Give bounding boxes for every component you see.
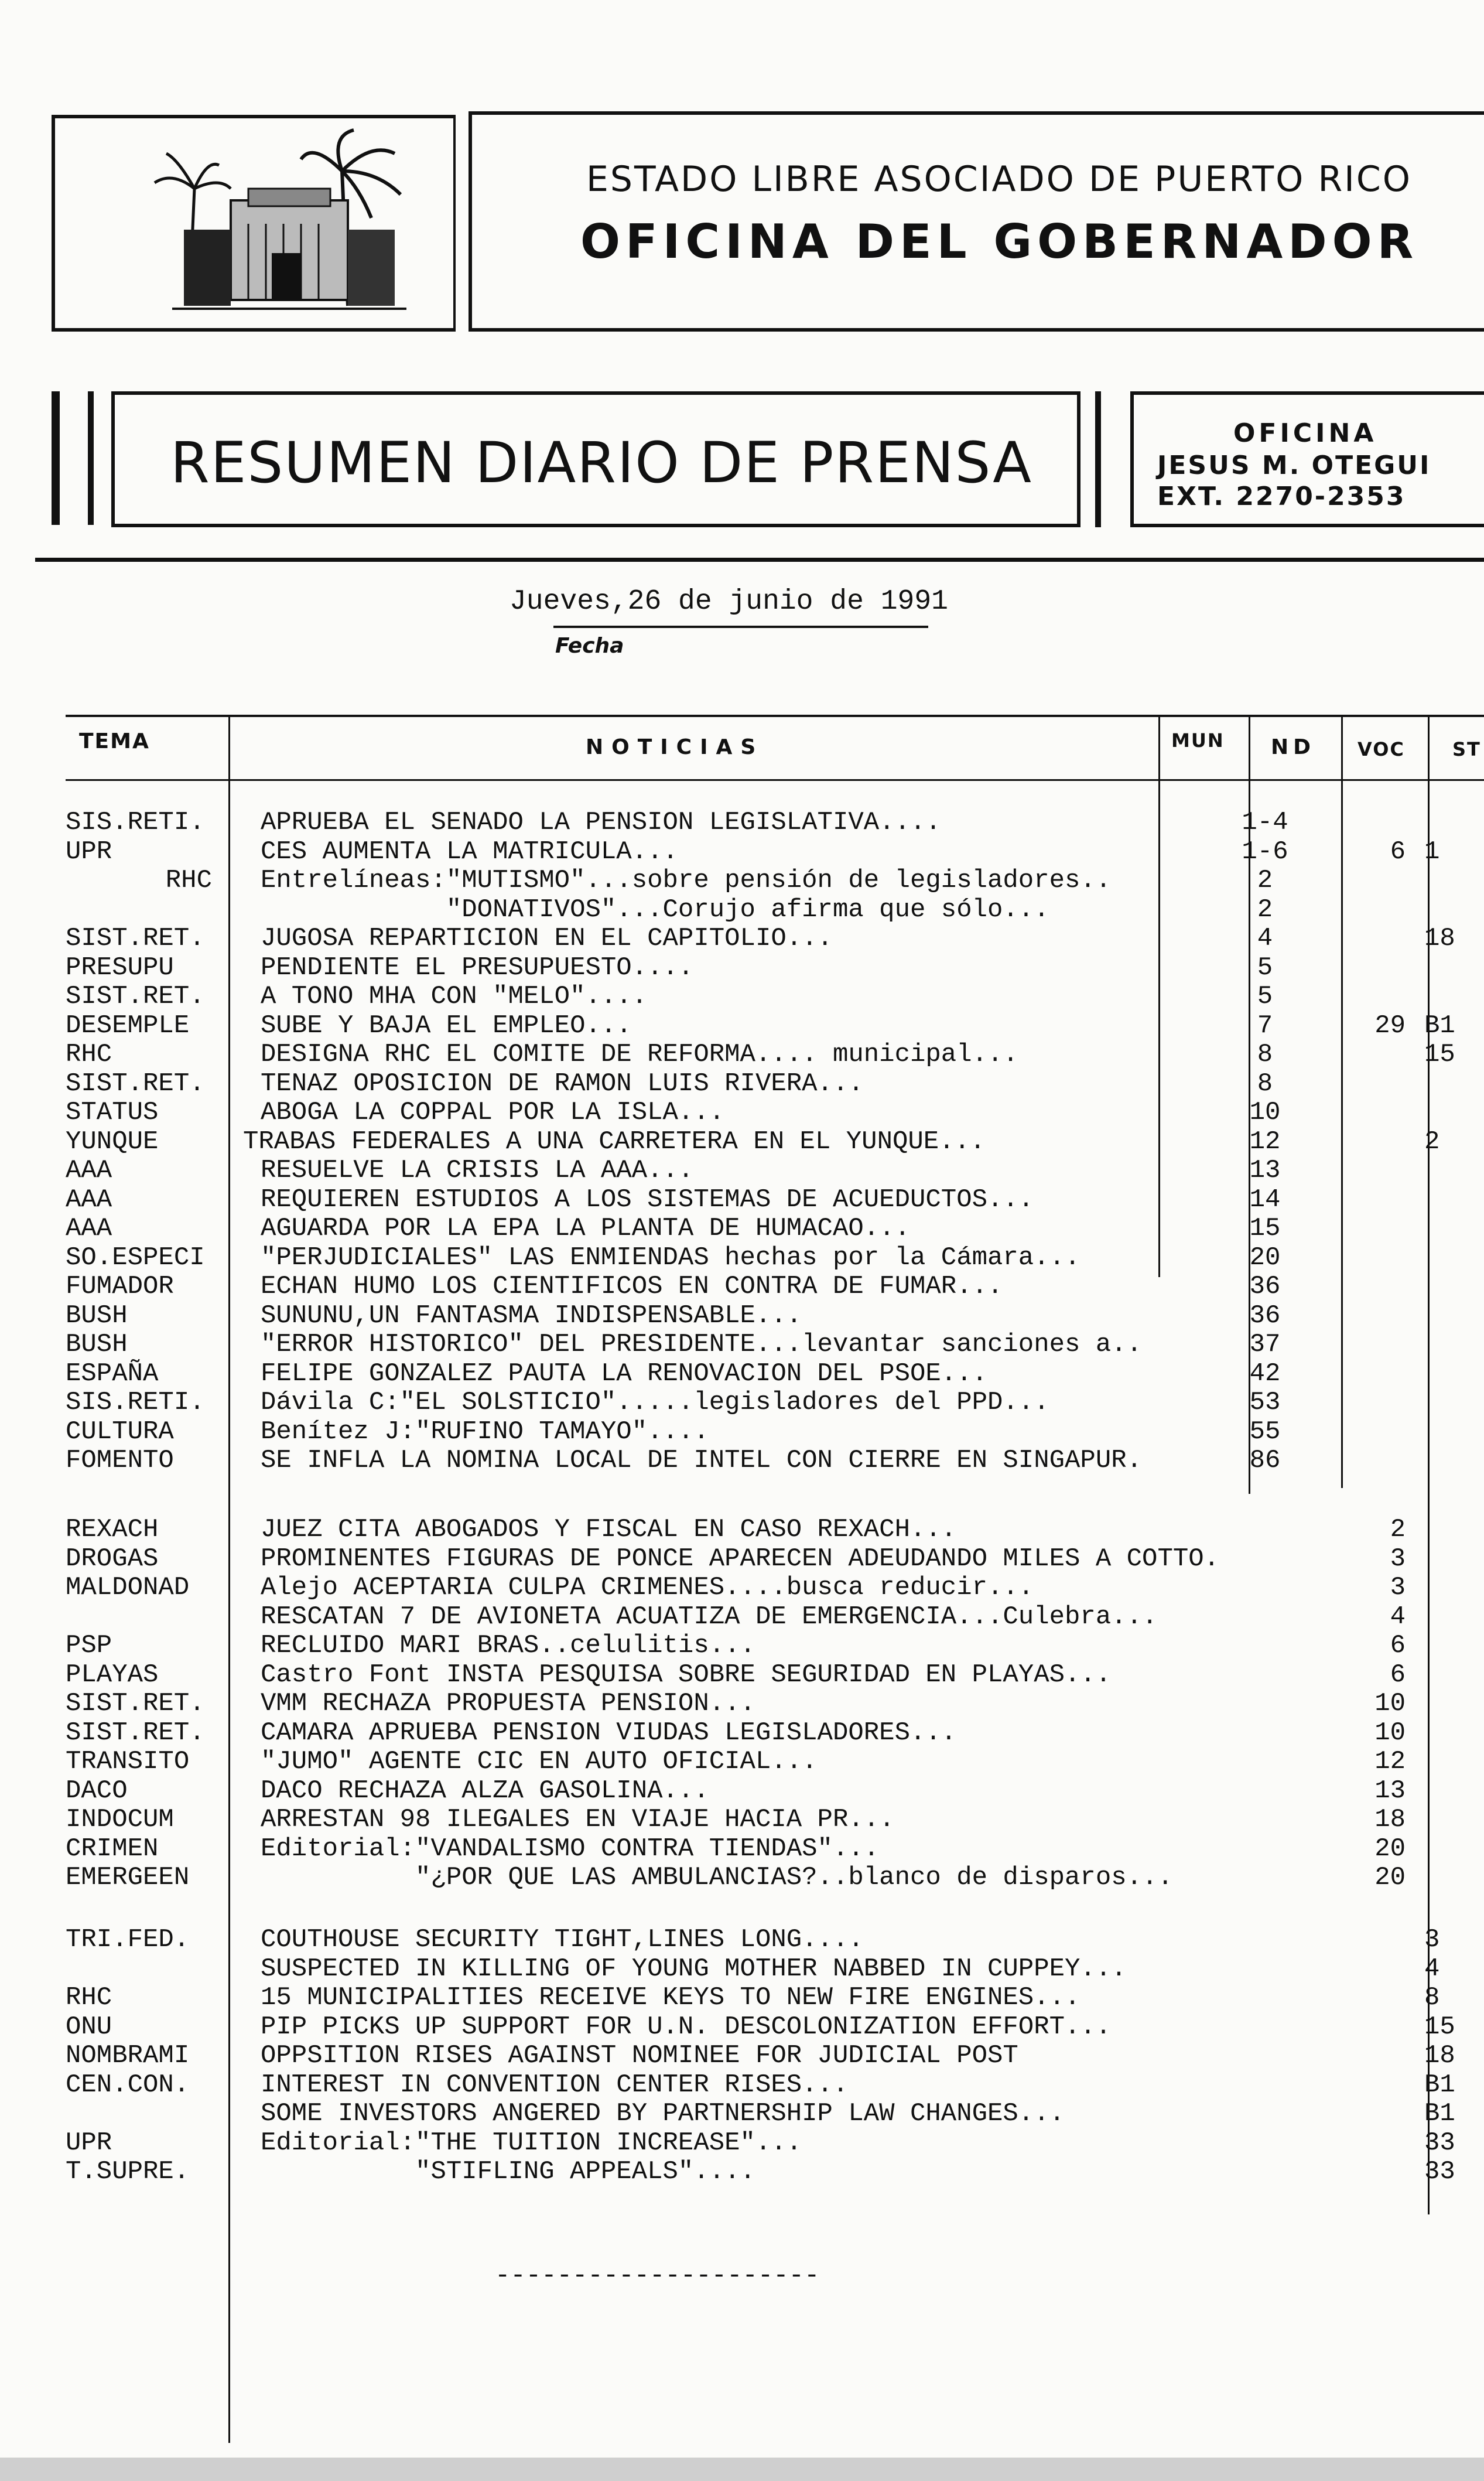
office-ext: EXT. 2270-2353 [1157,482,1406,511]
news-row [0,1574,1484,1602]
row-st: 33 [1424,2157,1455,2186]
row-nd: 5 [1257,982,1273,1011]
row-nd: 14 [1249,1185,1281,1214]
news-row [0,1603,1484,1632]
col-header-nd: ND [1271,735,1316,759]
news-row [0,2071,1484,2100]
news-row [0,924,1484,953]
row-tema: SIST.RET. [66,1718,205,1748]
row-nd: 37 [1249,1330,1281,1359]
row-tema: DROGAS [66,1544,159,1574]
header-rule [35,558,1484,562]
row-noticia: DESIGNA RHC EL COMITE DE REFORMA.... municipal... [261,1040,1018,1069]
row-voc: 3 [1390,1544,1406,1574]
news-row [0,1926,1484,1954]
row-tema: YUNQUE [66,1127,159,1156]
row-noticia: Editorial:"THE TUITION INCREASE"... [261,2128,802,2158]
news-row [0,1244,1484,1272]
row-voc: 18 [1374,1805,1406,1834]
row-voc: 6 [1390,1631,1406,1660]
news-row [0,2158,1484,2186]
row-voc: 2 [1390,1515,1406,1544]
table-top-rule [66,715,1484,717]
row-noticia: Alejo ACEPTARIA CULPA CRIMENES....busca reducir... [261,1573,1034,1602]
row-tema: SIST.RET. [66,982,205,1011]
row-noticia: FELIPE GONZALEZ PAUTA LA RENOVACION DEL PSOE... [261,1359,988,1388]
row-noticia: "DONATIVOS"...Corujo afirma que sólo... [261,895,1049,924]
row-tema: BUSH [66,1301,128,1330]
row-noticia: RECLUIDO MARI BRAS..celulitis... [261,1631,755,1660]
row-tema: MALDONAD [66,1573,190,1602]
row-voc: 20 [1374,1863,1406,1892]
news-row [0,1360,1484,1388]
news-row [0,1835,1484,1864]
col-header-st: ST [1452,738,1481,760]
header-line-2: OFICINA DEL GOBERNADOR [580,214,1419,269]
row-st: 18 [1424,2041,1455,2070]
row-tema: SIST.RET. [66,1069,205,1098]
row-noticia: COUTHOUSE SECURITY TIGHT,LINES LONG.... [261,1925,864,1954]
row-noticia: Benítez J:"RUFINO TAMAYO".... [261,1417,709,1446]
row-tema: RHC [165,866,212,895]
row-noticia: Editorial:"VANDALISMO CONTRA TIENDAS"... [261,1834,880,1864]
row-noticia: VMM RECHAZA PROPUESTA PENSION... [261,1689,755,1718]
row-noticia: "ERROR HISTORICO" DEL PRESIDENTE...levantar sanciones a.. [261,1330,1143,1359]
news-row [0,1690,1484,1718]
row-voc: 6 [1390,1660,1406,1690]
row-noticia: Entrelíneas:"MUTISMO"...sobre pensión de legisladores.. [261,866,1112,895]
col-header-tema: TEMA [79,729,150,753]
row-tema: PSP [66,1631,112,1660]
row-noticia: "STIFLING APPEALS".... [261,2157,755,2186]
row-st: 2 [1424,1127,1440,1156]
row-tema: DESEMPLE [66,1011,190,1040]
row-st: 3 [1424,1925,1440,1954]
row-noticia: DACO RECHAZA ALZA GASOLINA... [261,1776,709,1806]
row-noticia: ARRESTAN 98 ILEGALES EN VIAJE HACIA PR... [261,1805,895,1834]
row-tema: INDOCUM [66,1805,174,1834]
row-noticia: AGUARDA POR LA EPA LA PLANTA DE HUMACAO... [261,1214,910,1243]
row-st: B1 [1424,2099,1455,2128]
row-noticia: JUEZ CITA ABOGADOS Y FISCAL EN CASO REXACH... [261,1515,957,1544]
news-row [0,2042,1484,2070]
news-row [0,2013,1484,2042]
row-noticia: RESUELVE LA CRISIS LA AAA... [261,1156,694,1185]
row-tema: UPR [66,2128,112,2158]
row-noticia: 15 MUNICIPALITIES RECEIVE KEYS TO NEW FIRE ENGINES... [261,1983,1080,2012]
row-tema: FOMENTO [66,1446,174,1475]
row-nd: 20 [1249,1243,1281,1272]
banner-left-bar-1 [52,391,60,525]
news-row [0,1012,1484,1040]
row-voc: 29 [1374,1011,1406,1040]
row-noticia: SUBE Y BAJA EL EMPLEO... [261,1011,632,1040]
row-tema: SIS.RETI. [66,1388,205,1417]
row-st: 15 [1424,1040,1455,1069]
news-row [0,982,1484,1011]
row-tema: FUMADOR [66,1272,174,1301]
news-row [0,866,1484,895]
news-row [0,1302,1484,1330]
row-voc: 10 [1374,1718,1406,1748]
row-tema: SIST.RET. [66,1689,205,1718]
row-voc: 6 [1390,837,1406,866]
row-noticia: OPPSITION RISES AGAINST NOMINEE FOR JUDICIAL POST [261,2041,1018,2070]
row-noticia: SOME INVESTORS ANGERED BY PARTNERSHIP LAW CHANGES... [261,2099,1065,2128]
row-nd: 15 [1249,1214,1281,1243]
row-noticia: Dávila C:"EL SOLSTICIO".....legisladores del PPD... [261,1388,1049,1417]
banner-title: RESUMEN DIARIO DE PRENSA [170,430,1032,496]
row-tema: PRESUPU [66,953,174,982]
col-header-voc: VOC [1358,738,1405,760]
row-tema: RHC [66,1983,112,2012]
row-tema: SO.ESPECI [66,1243,205,1272]
col-header-noticias: NOTICIAS [586,735,764,759]
row-nd: 42 [1249,1359,1281,1388]
row-nd: 8 [1257,1069,1273,1098]
row-nd: 53 [1249,1388,1281,1417]
row-noticia: ABOGA LA COPPAL POR LA ISLA... [261,1098,725,1127]
news-row [0,808,1484,837]
row-st: 15 [1424,2012,1455,2042]
office-label: OFICINA [1233,418,1377,448]
row-noticia: Castro Font INSTA PESQUISA SOBRE SEGURIDAD EN PLAYAS... [261,1660,1112,1690]
row-noticia: PIP PICKS UP SUPPORT FOR U.N. DESCOLONIZATION EFFORT... [261,2012,1112,2042]
row-nd: 55 [1249,1417,1281,1446]
news-row [0,1070,1484,1098]
row-noticia: "¿POR QUE LAS AMBULANCIAS?..blanco de disparos... [261,1863,1173,1892]
row-noticia: APRUEBA EL SENADO LA PENSION LEGISLATIVA.... [261,808,941,837]
row-noticia: "PERJUDICIALES" LAS ENMIENDAS hechas por la Cámara... [261,1243,1080,1272]
row-voc: 4 [1390,1602,1406,1632]
row-tema: PLAYAS [66,1660,159,1690]
news-row [0,1418,1484,1446]
row-st: 18 [1424,924,1455,953]
row-voc: 3 [1390,1573,1406,1602]
row-tema: TRANSITO [66,1747,190,1776]
row-tema: CRIMEN [66,1834,159,1864]
row-noticia: INTEREST IN CONVENTION CENTER RISES... [261,2070,849,2100]
row-nd: 7 [1257,1011,1273,1040]
row-nd: 10 [1249,1098,1281,1127]
row-noticia: SUSPECTED IN KILLING OF YOUNG MOTHER NABBED IN CUPPEY... [261,1954,1127,1984]
news-row [0,1545,1484,1574]
row-noticia: TENAZ OPOSICION DE RAMON LUIS RIVERA... [261,1069,864,1098]
news-row [0,1984,1484,2012]
news-row [0,1388,1484,1417]
row-voc: 20 [1374,1834,1406,1864]
row-tema: NOMBRAMI [66,2041,190,2070]
news-row [0,1186,1484,1214]
row-tema: CULTURA [66,1417,174,1446]
news-row [0,896,1484,924]
row-tema: BUSH [66,1330,128,1359]
row-tema: TRI.FED. [66,1925,190,1954]
row-tema: SIS.RETI. [66,808,205,837]
row-st: 33 [1424,2128,1455,2158]
row-nd: 12 [1249,1127,1281,1156]
row-st: 8 [1424,1983,1440,2012]
news-row [0,1214,1484,1243]
row-nd: 5 [1257,953,1273,982]
news-row [0,1632,1484,1660]
news-row [0,1516,1484,1544]
news-row [0,1446,1484,1475]
row-tema: T.SUPRE. [66,2157,190,2186]
row-nd: 2 [1257,866,1273,895]
news-row [0,1098,1484,1127]
footer-dashes: --------------------- [495,2261,820,2291]
row-tema: SIST.RET. [66,924,205,953]
date-underline [553,626,928,628]
news-row [0,2100,1484,2128]
date-label: Fecha [555,634,624,658]
news-row [0,2129,1484,2158]
row-noticia: JUGOSA REPARTICION EN EL CAPITOLIO... [261,924,833,953]
banner-title-box [111,391,1080,527]
row-noticia: RESCATAN 7 DE AVIONETA ACUATIZA DE EMERGENCIA...Culebra... [261,1602,1158,1632]
row-nd: 1-4 [1242,808,1288,837]
news-row [0,1864,1484,1892]
banner-right-bar [1095,391,1101,527]
row-st: 4 [1424,1954,1440,1984]
row-tema: AAA [66,1156,112,1185]
row-voc: 13 [1374,1776,1406,1806]
news-row [0,1955,1484,1984]
row-tema: RHC [66,1040,112,1069]
row-nd: 1-6 [1242,837,1288,866]
office-contact-box [1130,391,1484,527]
row-tema: CEN.CON. [66,2070,190,2100]
page-bottom-edge [0,2458,1484,2481]
row-nd: 13 [1249,1156,1281,1185]
row-st: B1 [1424,2070,1455,2100]
banner-left-bar-2 [88,391,94,525]
row-noticia: REQUIEREN ESTUDIOS A LOS SISTEMAS DE ACUEDUCTOS... [261,1185,1034,1214]
news-row [0,1272,1484,1301]
row-noticia: A TONO MHA CON "MELO".... [261,982,648,1011]
row-noticia: SE INFLA LA NOMINA LOCAL DE INTEL CON CIERRE EN SINGAPUR. [261,1446,1143,1475]
row-tema: ESPAÑA [66,1359,159,1388]
row-nd: 2 [1257,895,1273,924]
row-tema: EMERGEEN [66,1863,190,1892]
news-row [0,1330,1484,1359]
row-noticia: CAMARA APRUEBA PENSION VIUDAS LEGISLADORES... [261,1718,957,1748]
capitol-building-logo [55,118,453,328]
row-tema: AAA [66,1214,112,1243]
row-voc: 10 [1374,1689,1406,1718]
row-tema: DACO [66,1776,128,1806]
row-noticia: "JUMO" AGENTE CIC EN AUTO OFICIAL... [261,1747,818,1776]
news-row [0,954,1484,982]
header-line-1: ESTADO LIBRE ASOCIADO DE PUERTO RICO [586,159,1412,200]
row-tema: AAA [66,1185,112,1214]
row-nd: 36 [1249,1272,1281,1301]
row-nd: 4 [1257,924,1273,953]
news-row [0,1156,1484,1185]
news-row [0,1661,1484,1690]
row-nd: 8 [1257,1040,1273,1069]
col-header-mun: MUN [1171,729,1225,752]
row-noticia: PROMINENTES FIGURAS DE PONCE APARECEN ADEUDANDO MILES A COTTO. [261,1544,1220,1574]
logo-box [52,115,456,332]
row-noticia: CES AUMENTA LA MATRICULA... [261,837,678,866]
news-row [0,1128,1484,1156]
news-row [0,838,1484,866]
row-tema: STATUS [66,1098,159,1127]
row-st: 1 [1424,837,1440,866]
row-tema: ONU [66,2012,112,2042]
row-voc: 12 [1374,1747,1406,1776]
government-header-box [469,111,1484,332]
row-noticia: TRABAS FEDERALES A UNA CARRETERA EN EL YUNQUE... [243,1127,986,1156]
office-name: JESUS M. OTEGUI [1157,451,1431,480]
date-value: Jueves,26 de junio de 1991 [510,586,948,617]
row-st: B1 [1424,1011,1455,1040]
news-row [0,1777,1484,1806]
news-row [0,1040,1484,1069]
row-nd: 36 [1249,1301,1281,1330]
table-head-rule [66,779,1484,781]
news-row [0,1806,1484,1834]
row-nd: 86 [1249,1446,1281,1475]
row-noticia: SUNUNU,UN FANTASMA INDISPENSABLE... [261,1301,802,1330]
row-tema: UPR [66,837,112,866]
row-tema: REXACH [66,1515,159,1544]
news-row [0,1719,1484,1748]
news-row [0,1748,1484,1776]
row-noticia: ECHAN HUMO LOS CIENTIFICOS EN CONTRA DE FUMAR... [261,1272,1003,1301]
row-noticia: PENDIENTE EL PRESUPUESTO.... [261,953,694,982]
